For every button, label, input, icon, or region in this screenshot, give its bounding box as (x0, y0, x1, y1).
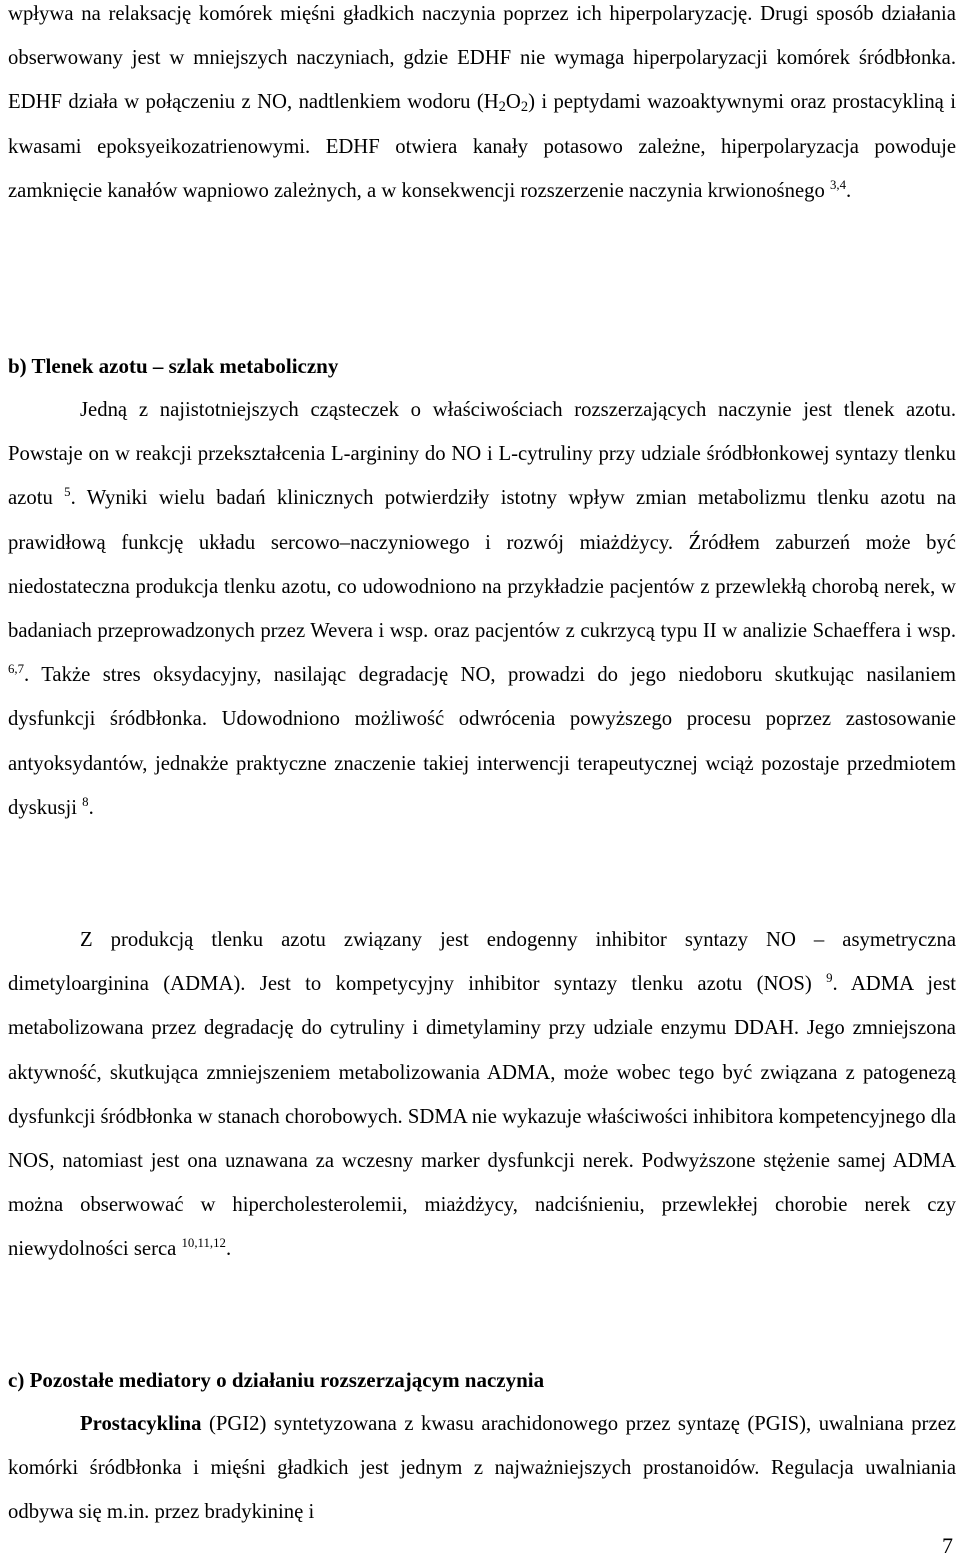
citation-superscript: 6,7 (8, 662, 25, 677)
paragraph-edhf-continued (8, 0, 956, 213)
citation-superscript: 5 (64, 485, 71, 500)
paragraph-text: . Wyniki wielu badań klinicznych potwierdziły istotny wpływ zmian metabolizmu tlenku azotu na prawidłową funkcję układu sercowo–naczyniowego i rozwój miażdżycy. Źródłem zaburzeń może być niedostateczna produkcja tlenku azotu, co udowodniono na przykładzie pacjentów z przewlekłą chorobą nerek, w badaniach przeprowadzonych przez Wevera i wsp. oraz pacjentów z cukrzycą typu II w analizie Schaeffera i wsp. (8, 487, 957, 643)
bold-term: Prostacyklina (80, 1413, 202, 1435)
paragraph-text: . ADMA jest metabolizowana przez degradację do cytruliny i dimetylaminy przy udziale enzymu DDAH. Jego zmniejszona aktywność, skutkująca zmniejszeniem metabolizowania ADMA, może wobec tego być związana z patogenezą dysfunkcji śródbłonka w stanach chorobowych. SDMA nie wykazuje właściwości inhibitora kompetencyjnego dla NOS, natomiast jest ona uznawana za wczesny marker dysfunkcji nerek. Podwyższone stężenie samej ADMA można obserwować w hipercholesterolemii, miażdżycy, nadciśnieniu, przewlekłej chorobie nerek czy niewydolności serca (8, 973, 956, 1261)
paragraph-text: O (505, 91, 521, 114)
subscript: 2 (520, 99, 529, 116)
paragraph-text: . (88, 796, 94, 819)
citation-superscript: 9 (826, 971, 833, 986)
paragraph-adma (8, 918, 956, 1272)
subscript: 2 (498, 99, 506, 116)
citation-superscript: 10,11,12 (181, 1236, 226, 1251)
paragraph-text: Jedną z najistotniejszych cząsteczek o właściwościach rozszerzających naczynie jest tlenek azotu. Powstaje on w reakcji przekształcenia L-argininy do NO i L-cytruliny przy udziale śródbłonkowej syntazy tlenku azotu (8, 399, 956, 510)
paragraph-text: . Także stres oksydacyjny, nasilając degradację NO, prowadzi do jego niedoboru skutkując nasilaniem dysfunkcji śródbłonka. Udowodniono możliwość odwrócenia powyższego procesu poprzez zastosowanie antyoksydantów, jednakże praktyczne znaczenie takiej interwencji terapeutycznej wciąż pozostaje przedmiotem dyskusji (8, 664, 956, 819)
paragraph-nitric-oxide (8, 388, 956, 830)
page-number: 7 (942, 1533, 953, 1558)
paragraph-text: (PGI2) syntetyzowana z kwasu arachidonowego przez syntazę (PGIS), uwalniana przez komórki śródbłonka i mięśni gładkich jest jednym z najważniejszych prostanoidów. Regulacja uwalniania odbywa się m.in. przez bradykininę i (8, 1413, 956, 1524)
paragraph-text: wpływa na relaksację komórek mięśni gładkich naczynia poprzez ich hiperpolaryzację. Drugi sposób działania obserwowany jest w mniejszych naczyniach, gdzie EDHF nie wymaga hiperpolaryzacji komórek śródbłonka. EDHF działa w połączeniu z NO, nadtlenkiem wodoru (H (8, 3, 956, 114)
citation-superscript: 3,4 (830, 177, 847, 192)
paragraph-text: ) i peptydami wazoaktywnymi oraz prostacykliną i kwasami epoksyeikozatrienowymi. EDHF otwiera kanały potasowo zależne, hiperpolaryzacja powoduje zamknięcie kanałów wapniowo zależnych, a w konsekwencji rozszerzenie naczynia krwionośnego (8, 91, 956, 202)
section-heading-c: c) Pozostałe mediatory o działaniu rozszerzającym naczynia (8, 1368, 545, 1392)
paragraph-text: . (846, 179, 852, 202)
citation-superscript: 8 (82, 794, 89, 809)
paragraph-text: . (225, 1238, 232, 1261)
paragraph-prostacyclin (8, 1402, 956, 1535)
section-heading-b: b) Tlenek azotu – szlak metaboliczny (8, 354, 339, 378)
paragraph-text: Z produkcją tlenku azotu związany jest endogenny inhibitor syntazy NO – asymetryczna dimetyloarginina (ADMA). Jest to kompetycyjny inhibitor syntazy tlenku azotu (NOS) (8, 929, 956, 996)
